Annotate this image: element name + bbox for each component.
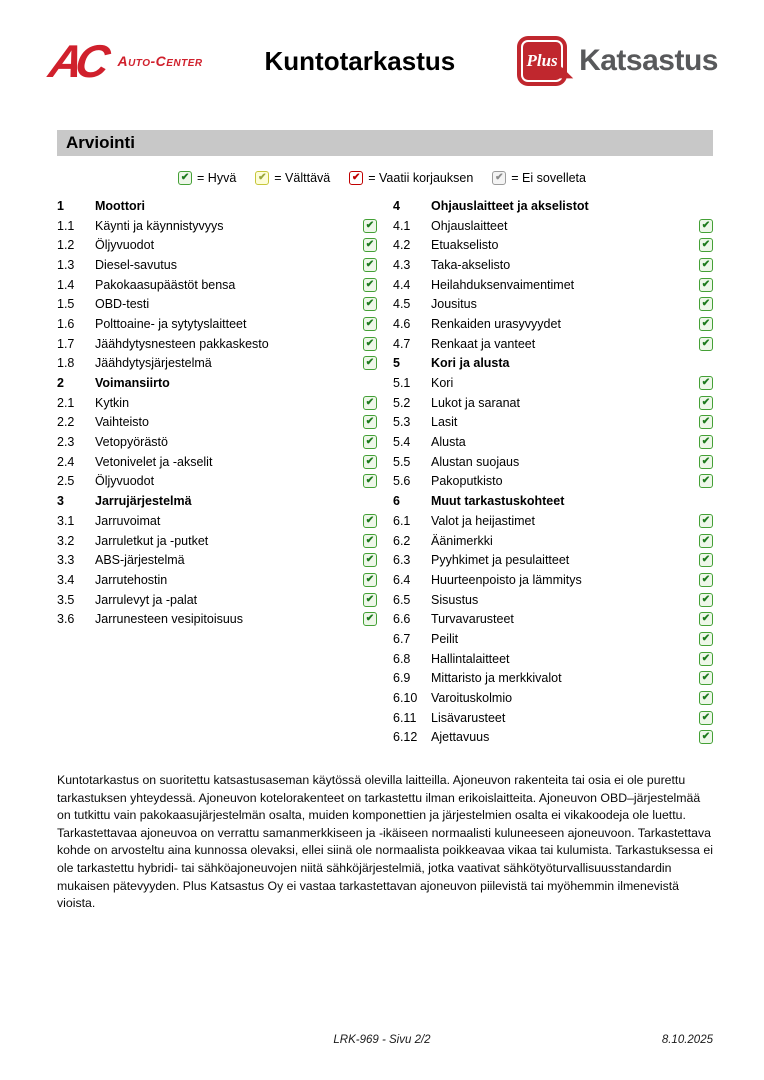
status-checkbox-good [363,415,377,429]
status-checkbox-good [363,297,377,311]
status-checkbox-good [699,435,713,449]
item-number: 6.5 [393,592,411,607]
section-header-row [393,491,713,511]
item-number: 1.2 [57,238,75,253]
legend-label: = Hyvä [197,171,237,185]
status-checkbox-good [699,258,713,272]
legend-item-fair [255,171,330,185]
item-number: 2.2 [57,415,75,430]
check-icon: ✔ [701,554,711,566]
item-number: 1.7 [57,336,75,351]
status-checkbox-good [363,474,377,488]
checklist-row [393,255,713,275]
checklist-row [393,235,713,255]
item-number: 4.5 [393,297,411,312]
check-icon: ✔ [701,593,711,605]
item-label: ABS-järjestelmä [95,553,185,568]
section-number: 5 [393,356,400,371]
status-checkbox-good [699,317,713,331]
item-number: 1.6 [57,316,75,331]
section-title: Muut tarkastuskohteet [431,494,565,509]
check-icon: ✔ [701,534,711,546]
auto-center-logo-icon: AC [45,35,108,87]
check-icon: ✔ [701,317,711,329]
item-number: 3.1 [57,513,75,528]
check-icon: ✔ [701,731,711,743]
check-icon: ✔ [365,219,375,231]
check-icon: ✔ [365,475,375,487]
checklist-row [57,432,377,452]
item-number: 1.3 [57,257,75,272]
status-checkbox-good [699,691,713,705]
check-icon: ✔ [701,692,711,704]
checklist-row [393,472,713,492]
status-checkbox-good [699,337,713,351]
item-label: Lisävarusteet [431,710,506,725]
check-icon: ✔ [701,436,711,448]
legend [0,171,764,185]
status-checkbox-good [363,593,377,607]
item-label: Peilit [431,631,459,646]
item-number: 4.7 [393,336,411,351]
checklist-row [57,255,377,275]
item-label: Alusta [431,435,466,450]
item-number: 1.5 [57,297,75,312]
item-number: 2.4 [57,454,75,469]
status-checkbox-good [363,455,377,469]
check-icon: ✔ [495,172,504,183]
checklist-row [57,570,377,590]
item-label: Jarruletkut ja -putket [95,533,209,548]
item-label: Jarrulevyt ja -palat [95,592,198,607]
checklist-row [393,688,713,708]
status-checkbox-good [699,415,713,429]
checklist-row [393,314,713,334]
check-icon: ✔ [365,239,375,251]
footer [0,1034,764,1052]
item-label: Ajettavuus [431,730,490,745]
item-number: 5.1 [393,376,411,391]
check-icon: ✔ [701,573,711,585]
checklist-row [393,393,713,413]
section-title: Ohjauslaitteet ja akselistot [431,198,589,213]
checklist-row [57,609,377,629]
item-number: 3.6 [57,612,75,627]
item-label: Diesel-savutus [95,257,177,272]
item-label: Lukot ja saranat [431,395,520,410]
checklist-row [393,590,713,610]
check-icon: ✔ [701,258,711,270]
check-icon: ✔ [365,396,375,408]
item-number: 4.1 [393,218,411,233]
check-icon: ✔ [365,258,375,270]
status-checkbox-good [699,534,713,548]
plus-badge-icon [521,40,563,82]
section-number: 4 [393,198,400,213]
section-header-row [393,354,713,374]
status-checkbox-good [699,553,713,567]
section-header-row [57,196,377,216]
check-icon: ✔ [365,317,375,329]
checklist-row [57,472,377,492]
status-checkbox-good [699,278,713,292]
checklist-row [393,531,713,551]
footer-date: 8.10.2025 [661,1034,713,1046]
item-label: Turvavarusteet [431,612,514,627]
checklist-row [57,235,377,255]
section-title: Kori ja alusta [431,356,510,371]
section-title: Jarrujärjestelmä [95,494,192,509]
item-number: 1.8 [57,356,75,371]
status-checkbox-good [363,356,377,370]
item-number: 4.2 [393,238,411,253]
item-label: Vetopyörästö [95,435,168,450]
page-title: Kuntotarkastus [264,45,456,76]
item-label: Pakoputkisto [431,474,503,489]
status-checkbox-good [363,514,377,528]
legend-item-not_applicable [492,171,586,185]
item-label: Kytkin [95,395,130,410]
item-label: Jäähdytysjärjestelmä [95,356,212,371]
status-checkbox-good [699,612,713,626]
item-label: Jousitus [431,297,477,312]
check-icon: ✔ [701,377,711,389]
status-checkbox-good [363,534,377,548]
katsastus-logo-text: Katsastus [579,44,718,77]
checklist-row [57,294,377,314]
check-icon: ✔ [701,219,711,231]
item-label: Hallintalaitteet [431,651,510,666]
section-title: Voimansiirto [95,376,170,391]
item-label: Renkaiden urasyvyydet [431,316,561,331]
checklist-row [57,314,377,334]
item-label: Käynti ja käynnistyvyys [95,218,224,233]
item-number: 6.2 [393,533,411,548]
item-label: Kori [431,376,454,391]
checklist-row [57,550,377,570]
item-label: Pyyhkimet ja pesulaitteet [431,553,570,568]
check-icon: ✔ [180,172,190,183]
status-checkbox-needs_repair [349,171,363,185]
item-number: 5.6 [393,474,411,489]
checklist-row [393,275,713,295]
checklist-row [393,649,713,669]
status-checkbox-good [699,297,713,311]
checklist-row [393,708,713,728]
item-label: Polttoaine- ja sytytyslaitteet [95,316,247,331]
section-number: 3 [57,494,64,509]
item-number: 2.1 [57,395,75,410]
checklist-row [57,393,377,413]
footer-page-info: LRK-969 - Sivu 2/2 [333,1034,431,1046]
section-number: 2 [57,376,64,391]
section-title: Arviointi [66,133,135,152]
section-number: 1 [57,198,64,213]
item-label: Mittaristo ja merkkivalot [431,671,562,686]
item-number: 3.5 [57,592,75,607]
checklist-row [393,511,713,531]
item-label: Huurteenpoisto ja lämmitys [431,572,582,587]
checklist-column-1 [57,196,377,747]
item-label: Vetonivelet ja -akselit [95,454,213,469]
checklist-row [393,629,713,649]
item-number: 6.9 [393,671,411,686]
check-icon: ✔ [365,613,375,625]
item-label: Jäähdytysnesteen pakkaskesto [95,336,269,351]
check-icon: ✔ [365,534,375,546]
legend-item-good [178,171,236,185]
check-icon: ✔ [701,298,711,310]
check-icon: ✔ [701,652,711,664]
legend-item-needs_repair [349,171,473,185]
checklist-column-2 [393,196,713,747]
status-checkbox-good [699,652,713,666]
item-label: Renkaat ja vanteet [431,336,536,351]
section-title-bar [57,130,713,156]
item-label: Varoituskolmio [431,691,513,706]
check-icon: ✔ [701,475,711,487]
item-number: 5.3 [393,415,411,430]
checklist-row [393,669,713,689]
check-icon: ✔ [365,278,375,290]
status-checkbox-good [699,730,713,744]
item-number: 3.4 [57,572,75,587]
check-icon: ✔ [352,172,361,183]
status-checkbox-good [363,396,377,410]
status-checkbox-good [699,671,713,685]
item-number: 6.4 [393,572,411,587]
item-number: 5.5 [393,454,411,469]
item-number: 5.4 [393,435,411,450]
item-label: Jarrunesteen vesipitoisuus [95,612,243,627]
checklist-row [57,511,377,531]
legend-label: = Vaatii korjauksen [368,171,474,185]
auto-center-logo [45,35,203,87]
check-icon: ✔ [258,172,267,183]
section-number: 6 [393,494,400,509]
checklist-row [57,452,377,472]
check-icon: ✔ [365,357,375,369]
item-number: 6.10 [393,691,418,706]
item-number: 2.3 [57,435,75,450]
status-checkbox-good [363,573,377,587]
status-checkbox-good [363,612,377,626]
item-label: Öljyvuodot [95,474,155,489]
check-icon: ✔ [701,337,711,349]
item-label: Alustan suojaus [431,454,520,469]
item-number: 3.2 [57,533,75,548]
item-number: 6.6 [393,612,411,627]
status-checkbox-good [699,514,713,528]
checklist-row [393,413,713,433]
checklist-row [57,275,377,295]
status-checkbox-good [699,376,713,390]
section-header-row [57,373,377,393]
check-icon: ✔ [365,337,375,349]
status-checkbox-good [699,593,713,607]
item-label: Valot ja heijastimet [431,513,535,528]
item-label: OBD-testi [95,297,150,312]
checklist-row [57,531,377,551]
status-checkbox-good [699,711,713,725]
checklist-row [393,570,713,590]
checklist-row [393,728,713,748]
check-icon: ✔ [365,416,375,428]
check-icon: ✔ [701,455,711,467]
checklist-row [57,354,377,374]
check-icon: ✔ [365,298,375,310]
checklist-row [57,334,377,354]
item-label: Vaihteisto [95,415,149,430]
checklist-row [393,609,713,629]
check-icon: ✔ [365,554,375,566]
status-checkbox-good [699,396,713,410]
status-checkbox-good [363,317,377,331]
item-label: Jarruvoimat [95,513,161,528]
checklist-row [393,432,713,452]
check-icon: ✔ [365,593,375,605]
section-title: Moottori [95,198,145,213]
status-checkbox-good [363,258,377,272]
check-icon: ✔ [701,416,711,428]
status-checkbox-good [699,219,713,233]
item-number: 2.5 [57,474,75,489]
status-checkbox-good [363,238,377,252]
checklist-row [57,590,377,610]
item-number: 6.7 [393,631,411,646]
item-number: 4.3 [393,257,411,272]
item-number: 6.3 [393,553,411,568]
checklist-row [57,413,377,433]
status-checkbox-good [699,238,713,252]
speech-tail-icon [559,67,575,82]
item-label: Ohjauslaitteet [431,218,508,233]
check-icon: ✔ [701,632,711,644]
item-label: Sisustus [431,592,479,607]
item-number: 6.11 [393,710,417,725]
checklist [57,196,713,747]
status-checkbox-good [178,171,192,185]
check-icon: ✔ [365,455,375,467]
plus-katsastus-logo [517,36,718,86]
legend-label: = Välttävä [274,171,331,185]
status-checkbox-not_applicable [492,171,506,185]
item-label: Äänimerkki [431,533,493,548]
status-checkbox-fair [255,171,269,185]
plus-badge-text: Plus [526,51,558,70]
status-checkbox-good [363,278,377,292]
item-label: Taka-akselisto [431,257,511,272]
item-label: Heilahduksenvaimentimet [431,277,575,292]
item-number: 4.6 [393,316,411,331]
check-icon: ✔ [701,711,711,723]
status-checkbox-good [363,219,377,233]
item-label: Öljyvuodot [95,238,155,253]
check-icon: ✔ [701,613,711,625]
item-label: Jarrutehostin [95,572,168,587]
checklist-row [57,216,377,236]
checklist-row [393,216,713,236]
check-icon: ✔ [365,514,375,526]
item-label: Lasit [431,415,458,430]
item-number: 6.1 [393,513,411,528]
check-icon: ✔ [701,672,711,684]
item-number: 5.2 [393,395,411,410]
status-checkbox-good [699,632,713,646]
item-number: 6.8 [393,651,411,666]
status-checkbox-good [699,573,713,587]
legend-label: = Ei sovelleta [511,171,586,185]
item-label: Pakokaasupäästöt bensa [95,277,236,292]
status-checkbox-good [363,553,377,567]
status-checkbox-good [699,474,713,488]
check-icon: ✔ [701,239,711,251]
checklist-row [393,294,713,314]
check-icon: ✔ [365,436,375,448]
status-checkbox-good [699,455,713,469]
check-icon: ✔ [365,573,375,585]
check-icon: ✔ [701,514,711,526]
status-checkbox-good [363,337,377,351]
status-checkbox-good [363,435,377,449]
header [45,35,718,87]
section-header-row [57,491,377,511]
item-number: 1.4 [57,277,75,292]
checklist-row [393,550,713,570]
item-number: 6.12 [393,730,418,745]
auto-center-logo-text: Auto-Center [117,53,203,69]
disclaimer-text: Kuntotarkastus on suoritettu katsastusaseman käytössä olevilla laitteilla. Ajoneuvon rakenteita tai osia ei ole purettu tarkastuksen yhteydessä. Ajoneuvon kotelorakenteet on tarkastettu ilman erikoislaitteita. Ajoneuvon OBD–järjestelmää on tutkittu vain pakokaasujärjestelmän osalta, muiden komponettien ja järjestelmien osalta ei vikakoodeja ole luettu. Tarkastettavaa ajoneuvoa on verrattu samanmerkkiseen ja -ikäiseen normaalisti kuluneeseen ajoneuvoon. Tarkastettava kohde on arvosteltu aina kunnossa olevaksi, ellei siinä ole normaalista poikkeavaa vikaa tai kulumista. Tarkastuksessa ei ole tarkastettu hybridi- tai sähköajoneuvojen niitä sähköjärjestelmiä, jotka vaativat sähkötyöturvallisuusstandardin mukaisen pätevyyden. Plus Katsastus Oy ei vastaa tarkastettavan ajoneuvon piilevistä tai myöhemmin ilmenevistä vioista. [57,773,713,911]
item-label: Etuakselisto [431,238,499,253]
item-number: 3.3 [57,553,75,568]
check-icon: ✔ [701,396,711,408]
item-number: 4.4 [393,277,411,292]
checklist-row [393,373,713,393]
checklist-row [393,452,713,472]
section-header-row [393,196,713,216]
item-number: 1.1 [57,218,75,233]
checklist-row [393,334,713,354]
check-icon: ✔ [701,278,711,290]
